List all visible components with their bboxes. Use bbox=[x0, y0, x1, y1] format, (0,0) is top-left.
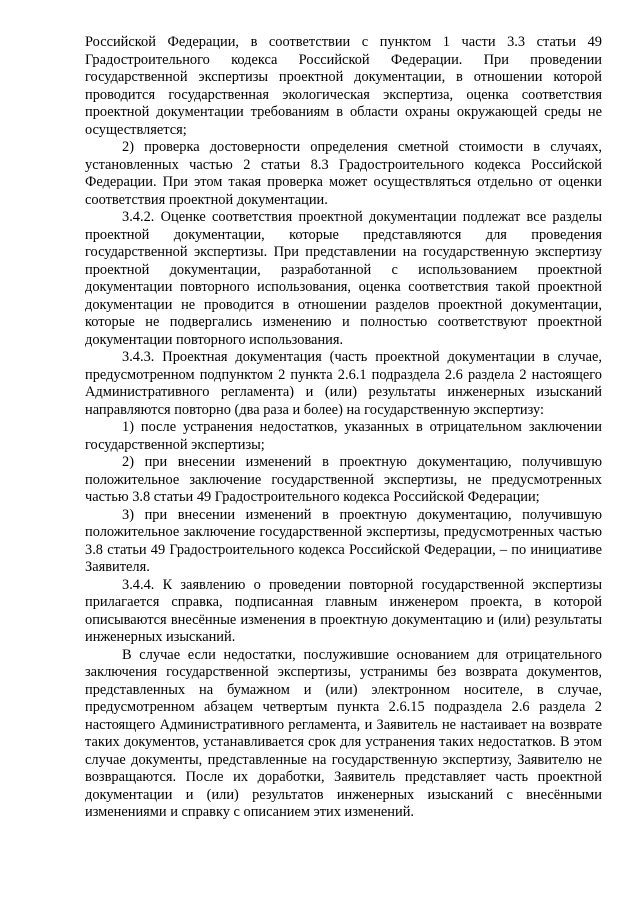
paragraph-estimate-check: 2) проверка достоверности определения сметной стоимости в случаях, установленных частью 2 статьи 8.3 Градостроительного кодекса Российской Федерации. При этом такая проверка может осуществляться отдельно от оценки соответствия проектной документации. bbox=[85, 139, 602, 208]
paragraph-continuation: Российской Федерации, в соответствии с пунктом 1 части 3.3 статьи 49 Градостроительного кодекса Российской Федерации. При проведении государственной экспертизы проектной документации, в отношении которой проводится государственная экологическая экспертиза, оценка соответствия проектной документации требованиям в области охраны окружающей среды не осуществляется; bbox=[85, 34, 602, 138]
paragraph-item-3: 3) при внесении изменений в проектную документацию, получившую положительное заключение государственной экспертизы, предусмотренных частью 3.8 статьи 49 Градостроительного кодекса Российской Федерации, – по инициативе Заявителя. bbox=[85, 506, 602, 575]
paragraph-item-2: 2) при внесении изменений в проектную документацию, получившую положительное заключение государственной экспертизы, не предусмотренных частью 3.8 статьи 49 Градостроительного кодекса Российской Федерации; bbox=[85, 454, 602, 505]
paragraph-3-4-3: 3.4.3. Проектная документация (часть проектной документации в случае, предусмотренном подпунктом 2 пункта 2.6.1 подраздела 2.6 раздела 2 настоящего Административного регламента) и (или) результаты инженерных изысканий направляются повторно (два раза и более) на государственную экспертизу: bbox=[85, 349, 602, 418]
document-page bbox=[85, 34, 602, 822]
paragraph-deficiencies: В случае если недостатки, послужившие основанием для отрицательного заключения государственной экспертизы, устранимы без возврата документов, представленных на бумажном и (или) электронном носителе, в случае, предусмотренном абзацем четвертым пункта 2.6.15 подраздела 2.6 раздела 2 настоящего Административного регламента, и Заявитель не настаивает на возврате таких документов, устанавливается срок для устранения таких недостатков. В этом случае документы, представленные на государственную экспертизу, Заявителю не возвращаются. После их доработки, Заявитель представляет часть проектной документации и (или) результатов инженерных изысканий с внесёнными изменениями и справку с описанием этих изменений. bbox=[85, 646, 602, 820]
paragraph-3-4-4: 3.4.4. К заявлению о проведении повторной государственной экспертизы прилагается справка, подписанная главным инженером проекта, в которой описываются внесённые изменения в проектную документацию и (или) результаты инженерных изысканий. bbox=[85, 576, 602, 645]
paragraph-item-1: 1) после устранения недостатков, указанных в отрицательном заключении государственной экспертизы; bbox=[85, 419, 602, 453]
paragraph-3-4-2: 3.4.2. Оценке соответствия проектной документации подлежат все разделы проектной документации, которые представляются для проведения государственной экспертизы. При представлении на государственную экспертизу проектной документации, разработанной с использованием проектной документации повторного использования, оценка соответствия такой проектной документации не проводится в отношении разделов проектной документации, которые не подвергались изменению и полностью соответствуют проектной документации повторного использования. bbox=[85, 209, 602, 348]
